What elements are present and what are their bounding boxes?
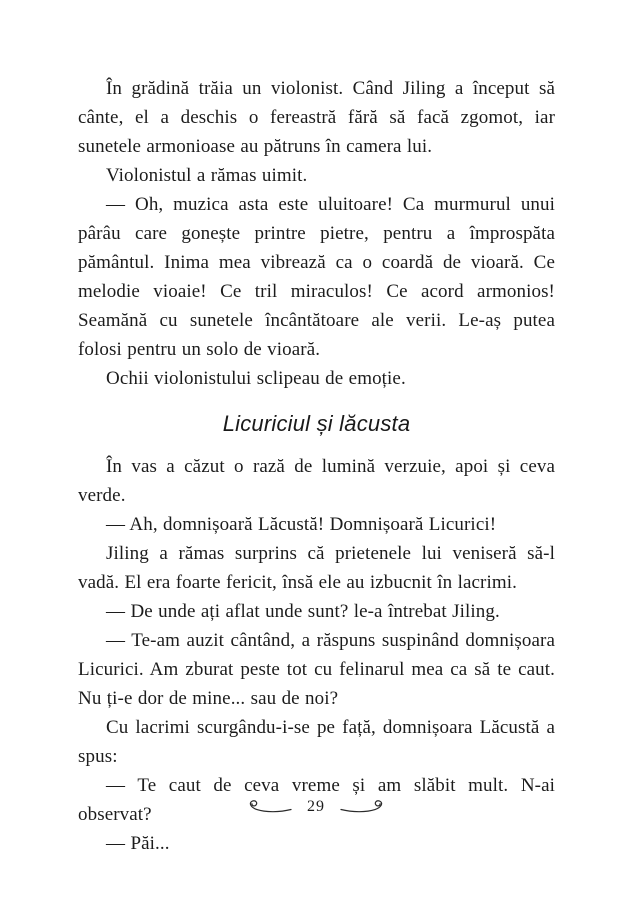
paragraph: Cu lacrimi scurgându-i-se pe față, domnișoara Lăcustă a spus: — [78, 717, 555, 767]
paragraph: — Ah, domnișoară Lăcustă! Domnișoară Licurici! — [106, 514, 497, 535]
paragraph: — Oh, muzica asta este uluitoare! Ca murmurul unui pârâu care gonește printre pietre, pentru a împrospăta pământul. Inima mea vibrează ca o coardă de vioară. Ce melodie vioaie! Ce tril miraculos! Ce acord armonios! Seamănă cu sunetele încântătoare ale verii. Le-aș putea folosi pentru un solo de vioară. — [78, 194, 555, 360]
paragraph: Violonistul a rămas uimit. — [106, 165, 308, 186]
paragraph: — Păi... — [106, 833, 170, 854]
paragraph: — Te-am auzit cântând, a răspuns suspinând domnișoara Licurici. Am zburat peste tot cu felinarul mea ca să te caut. Nu ți-e dor de mine... sau de noi? — [78, 630, 555, 709]
page-number: 29 — [307, 798, 325, 815]
flourish-left-icon — [244, 799, 292, 815]
paragraph: În grădină trăia un violonist. Când Jiling a început să cânte, el a deschis o fereastră fără să facă zgomot, iar sunetele armonioase au pătruns în camera lui. — [78, 78, 555, 157]
chapter-title: Licuriciul și lăcusta — [222, 411, 411, 436]
paragraph: În vas a căzut o rază de lumină verzuie, apoi și ceva verde. — [78, 456, 555, 506]
page-footer — [0, 797, 632, 817]
paragraph: Ochii violonistului sclipeau de emoție. — [106, 368, 406, 389]
paragraph: — De unde ați aflat unde sunt? le-a întrebat Jiling. — [106, 601, 500, 622]
flourish-right-icon — [340, 799, 388, 815]
paragraph: Jiling a rămas surprins că prietenele lui veniseră să-l vadă. El era foarte fericit, însă ele au izbucnit în lacrimi. — [78, 543, 555, 593]
paragraph: — Te caut de ceva vreme și am slăbit mult. N-ai observat? — [78, 775, 555, 825]
text-block — [78, 74, 555, 858]
